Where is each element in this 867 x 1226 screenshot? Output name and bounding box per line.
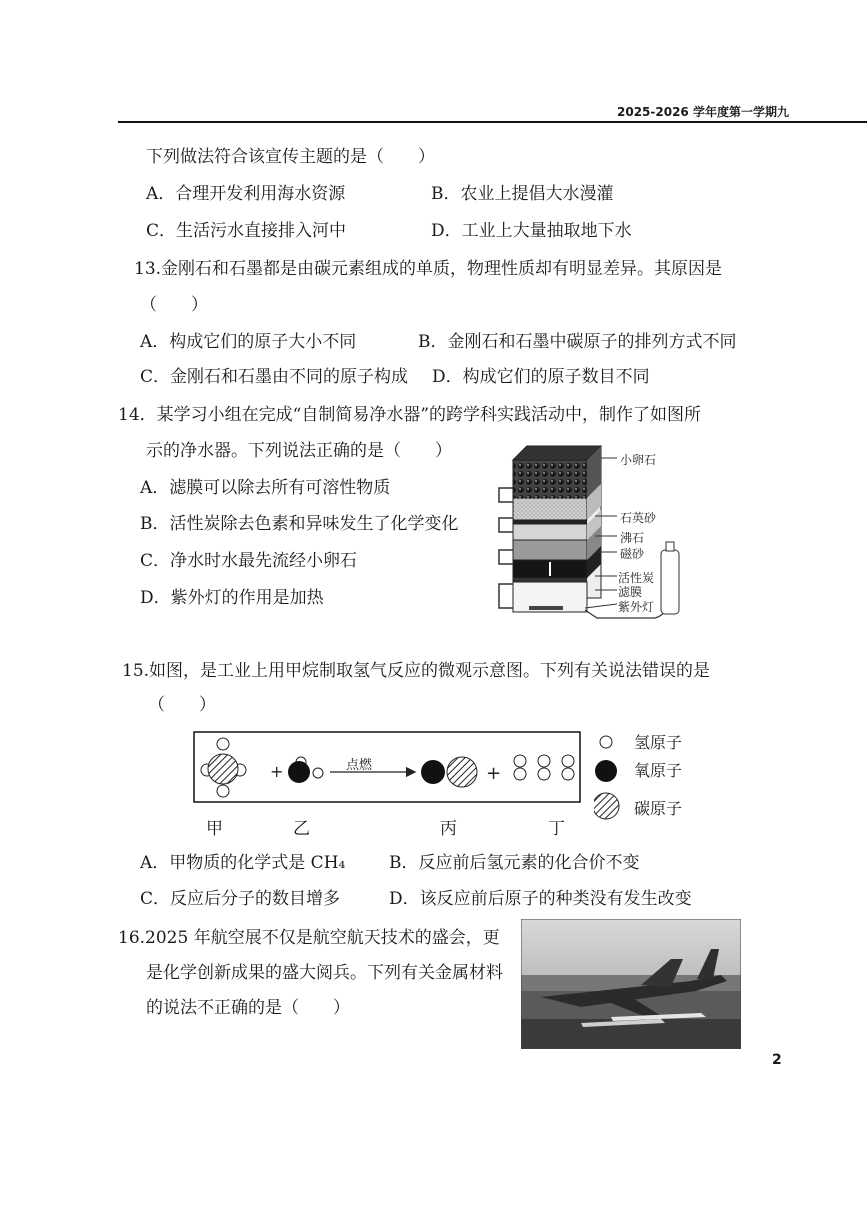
q13-option-c: C．金刚石和石墨由不同的原子构成 <box>140 367 409 387</box>
species-label-yi: 乙 <box>293 819 310 839</box>
label-activated-carbon: 活性炭 <box>618 571 655 585</box>
q16-stem-line1: 16.2025 年航空展不仅是航空航天技术的盛会，更 <box>118 928 500 948</box>
q13-option-d: D．构成它们的原子数目不同 <box>432 367 650 387</box>
species-label-ding: 丁 <box>548 819 565 839</box>
q14-stem-line1: 14．某学习小组在完成“自制简易净水器”的跨学科实践活动中，制作了如图所 <box>118 405 702 425</box>
q14-option-d: D．紫外灯的作用是加热 <box>140 588 324 608</box>
label-quartz-sand: 石英砂 <box>620 511 657 525</box>
species-label-jia: 甲 <box>206 819 223 839</box>
species-label-bing: 丙 <box>440 819 457 839</box>
q14-option-b: B．活性炭除去色素和异味发生了化学变化 <box>140 514 459 534</box>
q15-option-b: B．反应前后氢元素的化合价不变 <box>389 853 640 873</box>
label-zeolite: 沸石 <box>620 531 645 545</box>
carbon-atom-icon <box>594 793 619 819</box>
svg-text:+: + <box>486 763 502 784</box>
label-membrane: 滤膜 <box>618 585 643 599</box>
reaction-condition: 点燃 <box>346 758 373 773</box>
q14-option-c: C．净水时水最先流经小卵石 <box>140 551 358 571</box>
q15-answer-paren: （ ） <box>148 695 216 715</box>
label-pebbles: 小卵石 <box>620 453 657 467</box>
q12-option-c: C．生活污水直接排入河中 <box>146 221 347 241</box>
q14-option-a: A．滤膜可以除去所有可溶性物质 <box>140 478 391 498</box>
q16-stem-line2: 是化学创新成果的盛大阅兵。下列有关金属材料 <box>146 963 503 983</box>
q12-stem: 下列做法符合该宣传主题的是（ ） <box>146 147 435 167</box>
q13-stem: 13.金刚石和石墨都是由碳元素组成的单质，物理性质却有明显差异。其原因是 <box>134 259 723 279</box>
q12-option-b: B．农业上提倡大水漫灌 <box>431 184 614 204</box>
header-title: 2025-2026 学年度第一学期九 <box>617 105 789 119</box>
hydrogen-atom-icon <box>600 736 612 748</box>
q15-option-a: A．甲物质的化学式是 CH₄ <box>140 853 346 873</box>
q14-stem-line2: 示的净水器。下列说法正确的是（ ） <box>146 441 452 461</box>
q15-option-d: D．该反应前后原子的种类没有发生改变 <box>389 889 692 909</box>
q16-stem-line3: 的说法不正确的是（ ） <box>146 998 350 1018</box>
legend-oxygen: 氧原子 <box>634 761 683 780</box>
q13-option-b: B．金刚石和石墨中碳原子的排列方式不同 <box>418 332 737 352</box>
oxygen-atom-icon <box>595 760 617 782</box>
airshow-photo <box>521 919 741 1049</box>
q13-answer-paren: （ ） <box>140 295 208 315</box>
q12-option-d: D．工业上大量抽取地下水 <box>431 221 632 241</box>
page-number: 2 <box>772 1052 782 1068</box>
q12-option-a: A．合理开发利用海水资源 <box>146 184 346 204</box>
label-uv-lamp: 紫外灯 <box>618 600 655 614</box>
label-magnetic-sand: 磁砂 <box>620 547 645 561</box>
q13-option-a: A．构成它们的原子大小不同 <box>140 332 357 352</box>
q15-option-c: C．反应后分子的数目增多 <box>140 889 341 909</box>
svg-text:+: + <box>270 762 284 781</box>
water-purifier-figure <box>485 438 690 628</box>
header-rule <box>118 121 867 123</box>
atom-legend <box>594 730 634 830</box>
legend-hydrogen: 氢原子 <box>634 733 683 752</box>
q15-stem: 15.如图，是工业上用甲烷制取氢气反应的微观示意图。下列有关说法错误的是 <box>122 661 711 681</box>
reaction-diagram <box>190 728 590 808</box>
legend-carbon: 碳原子 <box>634 799 683 818</box>
